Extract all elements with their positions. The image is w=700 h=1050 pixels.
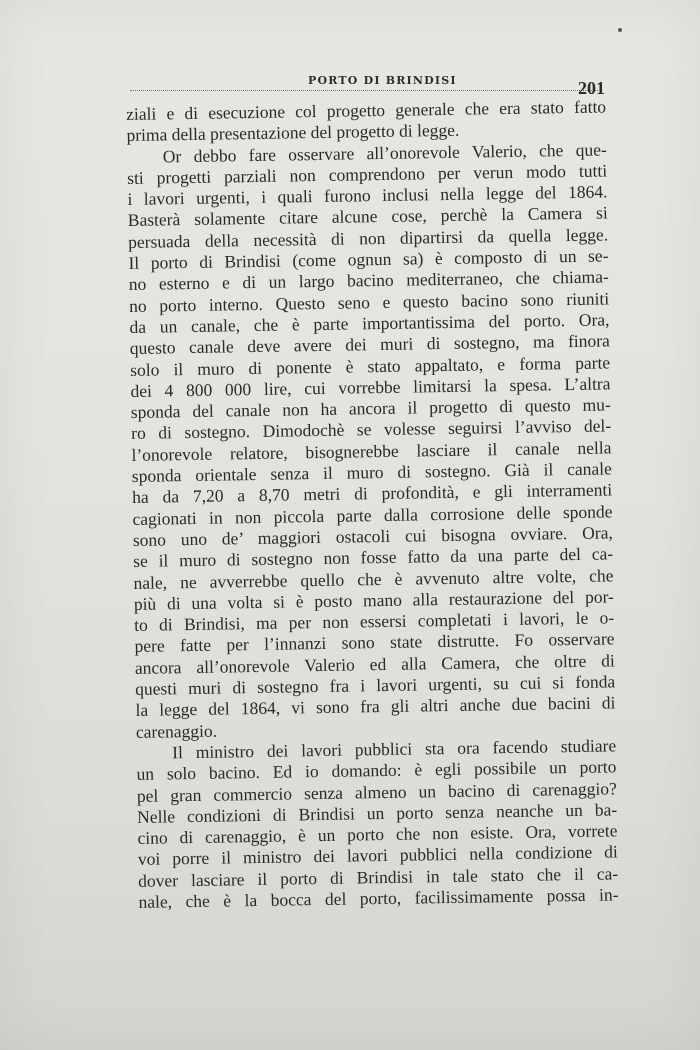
text-line: cagionati in non piccola parte dalla corrosione delle sponde	[132, 501, 613, 529]
text-line: to di Brindisi, ma per non essersi completati i lavori, le o-	[134, 607, 615, 636]
text-line: un solo bacino. Ed io domando: è egli possibile un porto	[136, 756, 617, 785]
text-line: sponda del canale non ha ancora il progetto di questo mu-	[130, 394, 611, 423]
running-head-title: PORTO DI BRINDISI	[308, 74, 457, 87]
text-line: ziali e di esecuzione col progetto generale che era stato fatto	[126, 96, 607, 124]
text-line: questo canale deve avere dei muri di sostegno, ma finora	[129, 330, 610, 359]
text-line: no porto interno. Questo seno e questo bacino sono riuniti	[129, 288, 610, 316]
text-line: dei 4 800 000 lire, cui vorrebbe limitarsi la spesa. L’altra	[130, 373, 611, 401]
text-line: voi porre il ministro dei lavori pubblici nella condizione di	[137, 841, 618, 870]
text-line: dover lasciare il porto di Brindisi in tale stato che il ca-	[138, 863, 619, 891]
text-line: sono uno de’ maggiori ostacoli cui bisogna ovviare. Ora,	[132, 522, 613, 550]
text-line: ancora all’onorevole Valerio ed alla Camera, che oltre di	[134, 650, 615, 678]
text-line: pere fatte per l’innanzi sono state distrutte. Fo osservare	[134, 628, 615, 657]
text-line: sponda orientale senza il muro di sostegno. Già il canale	[131, 458, 612, 486]
text-line: prima della presentazione del progetto di legge.	[126, 120, 460, 146]
text-line: l’onorevole relatore, bisognerebbe lasciare il canale nella	[131, 437, 612, 465]
text-line: Basterà solamente citare alcune cose, perchè la Camera si	[127, 202, 608, 231]
text-line: no esterno e di un largo bacino mediterraneo, che chiama-	[128, 266, 609, 295]
text-line: i lavori urgenti, i quali furono inclusi nella legge del 1864.	[127, 181, 608, 210]
text-line: cino di carenaggio, è un porto che non esiste. Ora, vorrete	[137, 820, 618, 849]
body-text	[126, 96, 619, 913]
text-line: la legge del 1864, vi sono fra gli altri anche due bacini di	[135, 692, 616, 721]
text-line: se il muro di sostegno non fosse fatto da una parte del ca-	[133, 543, 614, 572]
text-line: solo il muro di ponente è stato appaltato, e forma parte	[130, 351, 611, 380]
page-number: 201	[578, 78, 605, 98]
text-line: sti progetti parziali non comprendono per verun modo tutti	[127, 160, 608, 188]
text-line: più di una volta si è posto mano alla restaurazione del por-	[133, 586, 614, 614]
text-line: Nelle condizioni di Brindisi un porto senza neanche un ba-	[137, 799, 618, 827]
text-line: Or debbo fare osservare all’onorevole Valerio, che que-	[162, 139, 607, 167]
text-line: nale, ne avverrebbe quello che è avvenuto altre volte, che	[133, 564, 614, 593]
text-line: nale, che è la bocca del porto, facilissimamente possa in-	[138, 884, 619, 912]
text-line: questi muri di sostegno fra i lavori urgenti, su cui si fonda	[135, 671, 616, 699]
text-line: ro di sostegno. Dimodochè se volesse seguirsi l’avviso del-	[131, 415, 612, 444]
ink-speck	[618, 28, 622, 32]
text-line: carenaggio.	[135, 720, 218, 742]
text-line: ha da 7,20 a 8,70 metri di profondità, e gli interramenti	[132, 479, 613, 508]
text-line: pel gran commercio senza almeno un bacino di carenaggio?	[136, 777, 617, 806]
text-line: Il porto di Brindisi (come ognun sa) è composto di un se-	[128, 245, 609, 274]
text-line: Il ministro dei lavori pubblici sta ora facendo studiare	[172, 735, 617, 763]
header-dotted-rule	[130, 90, 598, 91]
text-line: da un canale, che è parte importantissima del porto. Ora,	[129, 309, 610, 337]
text-line: persuada della necessità di non dipartirsi da quella legge.	[128, 224, 609, 252]
